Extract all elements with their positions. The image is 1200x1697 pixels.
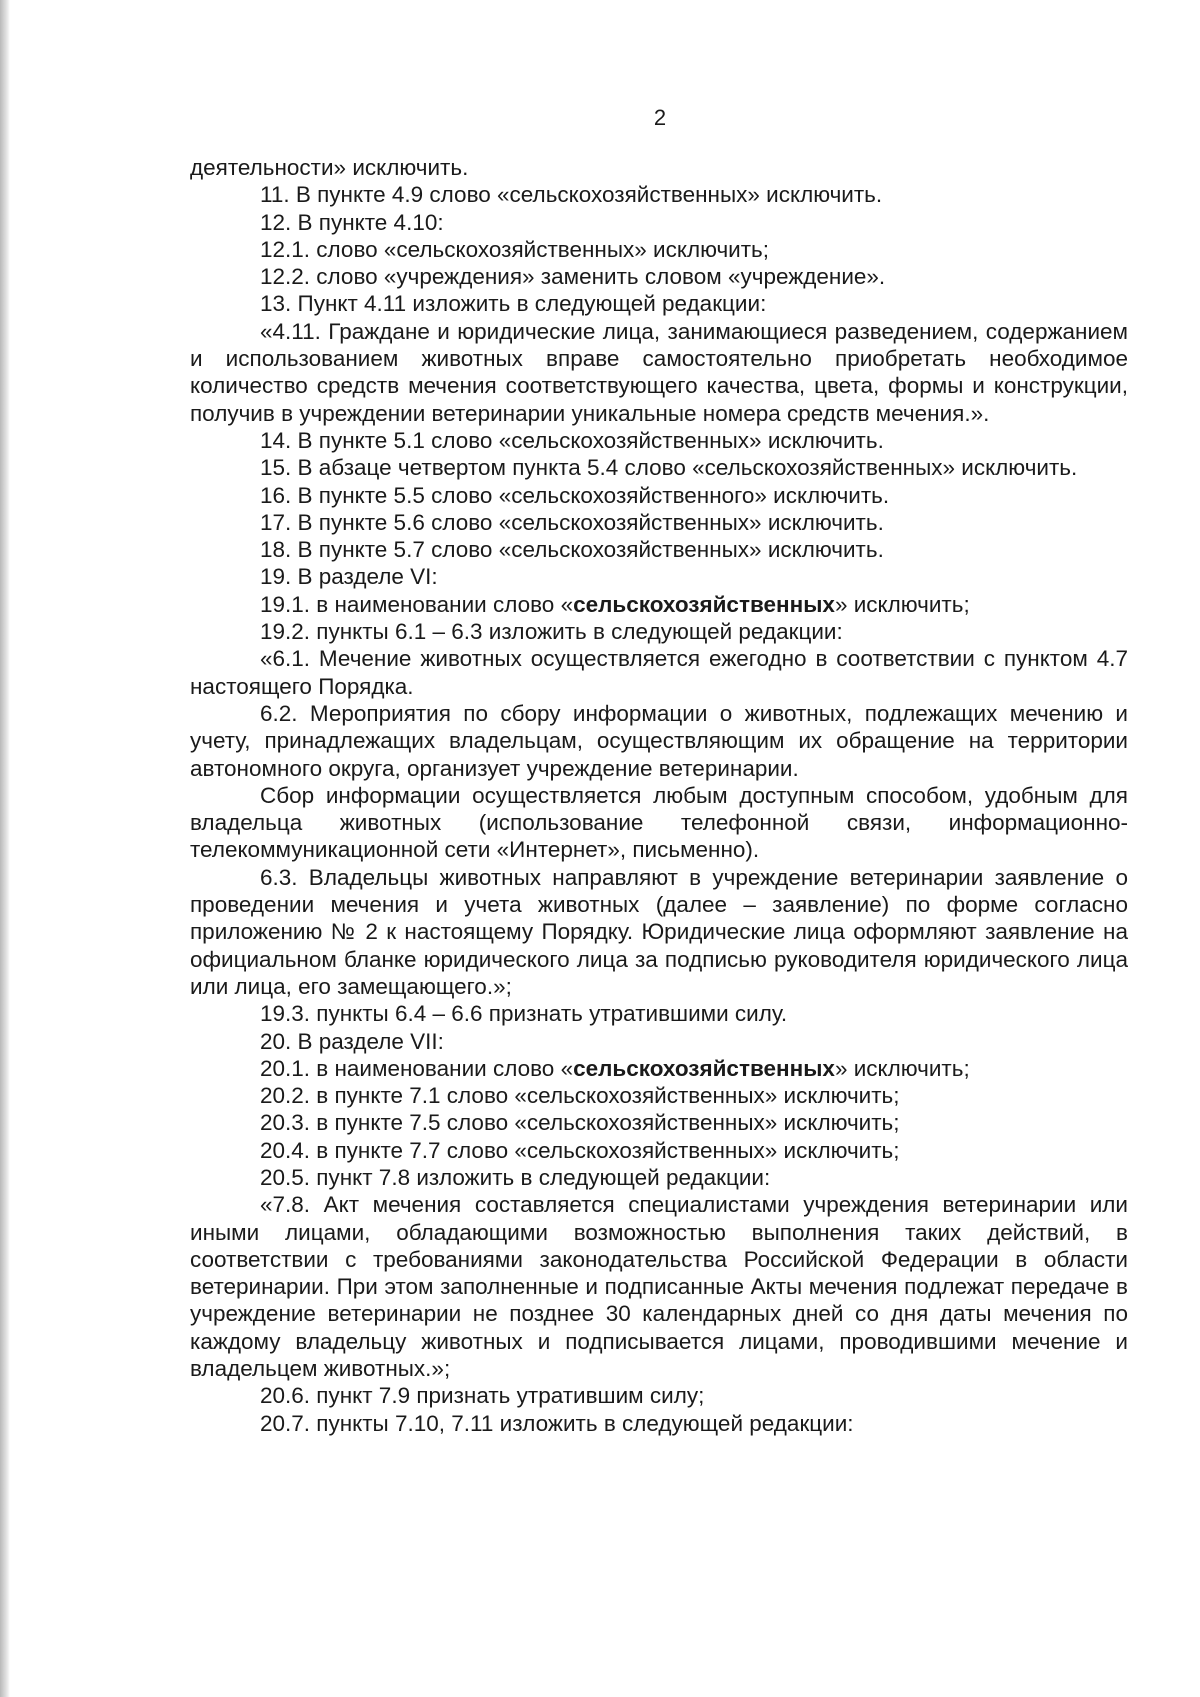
bold-term: сельскохозяйственных <box>573 1055 835 1081</box>
paragraph-item-20-3: 20.3. в пункте 7.5 слово «сельскохозяйственных» исключить; <box>260 1110 900 1136</box>
paragraph-item-17: 17. В пункте 5.6 слово «сельскохозяйственных» исключить. <box>260 509 884 535</box>
paragraph-item-20-1 <box>190 1055 1128 1082</box>
paragraph-item-15: 15. В абзаце четвертом пункта 5.4 слово «сельскохозяйственных» исключить. <box>260 455 1078 481</box>
paragraph-item-11: 11. В пункте 4.9 слово «сельскохозяйственных» исключить. <box>260 182 883 208</box>
text-run: » исключить; <box>834 591 970 617</box>
paragraph-item-20: 20. В разделе VII: <box>260 1028 444 1054</box>
paragraph-quote-6-2: 6.2. Мероприятия по сбору информации о животных, подлежащих мечению и учету, принадлежащих владельцам, осуществляющим их обращение на территории автономного округа, организует учреждение ветеринарии. <box>190 700 1128 781</box>
paragraph-item-20-4: 20.4. в пункте 7.7 слово «сельскохозяйственных» исключить; <box>260 1137 900 1163</box>
paragraph-item-20-7: 20.7. пункты 7.10, 7.11 изложить в следующей редакции: <box>260 1410 854 1436</box>
paragraph-item-13: 13. Пункт 4.11 изложить в следующей редакции: <box>260 291 767 317</box>
scan-shadow-edge <box>0 0 10 1697</box>
page-number: 2 <box>653 105 667 130</box>
paragraph-item-19-2: 19.2. пункты 6.1 – 6.3 изложить в следующей редакции: <box>260 619 843 645</box>
paragraph-item-19-3: 19.3. пункты 6.4 – 6.6 признать утратившими силу. <box>260 1001 788 1027</box>
paragraph-quote-6-3: 6.3. Владельцы животных направляют в учреждение ветеринарии заявление о проведении мечения и учета животных (далее – заявление) по форме согласно приложению № 2 к настоящему Порядку. Юридические лица оформляют заявление на официальном бланке юридического лица за подписью руководителя юридического лица или лица, его замещающего.»; <box>190 864 1128 999</box>
paragraph-item-18: 18. В пункте 5.7 слово «сельскохозяйственных» исключить. <box>260 537 884 563</box>
paragraph-quote-6-1: «6.1. Мечение животных осуществляется ежегодно в соответствии с пунктом 4.7 настоящего Порядка. <box>190 646 1128 699</box>
paragraph-item-20-2: 20.2. в пункте 7.1 слово «сельскохозяйственных» исключить; <box>260 1083 900 1109</box>
paragraph-item-16: 16. В пункте 5.5 слово «сельскохозяйственного» исключить. <box>260 482 890 508</box>
paragraph-quote-4-11: «4.11. Граждане и юридические лица, занимающиеся разведением, содержанием и использованием животных вправе самостоятельно приобретать необходимое количество средств мечения соответствующего качества, цвета, формы и конструкции, получив в учреждении ветеринарии уникальные номера средств мечения.». <box>190 318 1128 426</box>
paragraph-item-19: 19. В разделе VI: <box>260 564 438 590</box>
paragraph-item-12: 12. В пункте 4.10: <box>260 209 444 235</box>
document-body <box>190 154 1128 1437</box>
text-run: 19.1. в наименовании слово « <box>260 591 574 617</box>
text-run: » исключить; <box>834 1055 970 1081</box>
paragraph-continuation: деятельности» исключить. <box>190 155 469 180</box>
paragraph-item-20-5: 20.5. пункт 7.8 изложить в следующей редакции: <box>260 1164 771 1190</box>
paragraph-item-20-6: 20.6. пункт 7.9 признать утратившим силу; <box>260 1383 705 1409</box>
paragraph-item-12-2: 12.2. слово «учреждения» заменить словом «учреждение». <box>260 264 886 290</box>
paragraph-item-12-1: 12.1. слово «сельскохозяйственных» исключить; <box>260 236 770 262</box>
text-run: 20.1. в наименовании слово « <box>260 1055 574 1081</box>
paragraph-quote-7-8: «7.8. Акт мечения составляется специалистами учреждения ветеринарии или иными лицами, обладающими возможностью выполнения таких действий, в соответствии с требованиями законодательства Российской Федерации в области ветеринарии. При этом заполненные и подписанные Акты мечения подлежат передаче в учреждение ветеринарии не позднее 30 календарных дней со дня даты мечения по каждому владельцу животных и подписывается лицами, проводившими мечение и владельцем животных.»; <box>190 1192 1128 1382</box>
paragraph-item-14: 14. В пункте 5.1 слово «сельскохозяйственных» исключить. <box>260 427 884 453</box>
paragraph-item-19-1 <box>190 591 1128 618</box>
bold-term: сельскохозяйственных <box>573 591 835 617</box>
paragraph-info-collection: Сбор информации осуществляется любым доступным способом, удобным для владельца животных (использование телефонной связи, информационно-телекоммуникационной сети «Интернет», письменно). <box>190 782 1128 863</box>
